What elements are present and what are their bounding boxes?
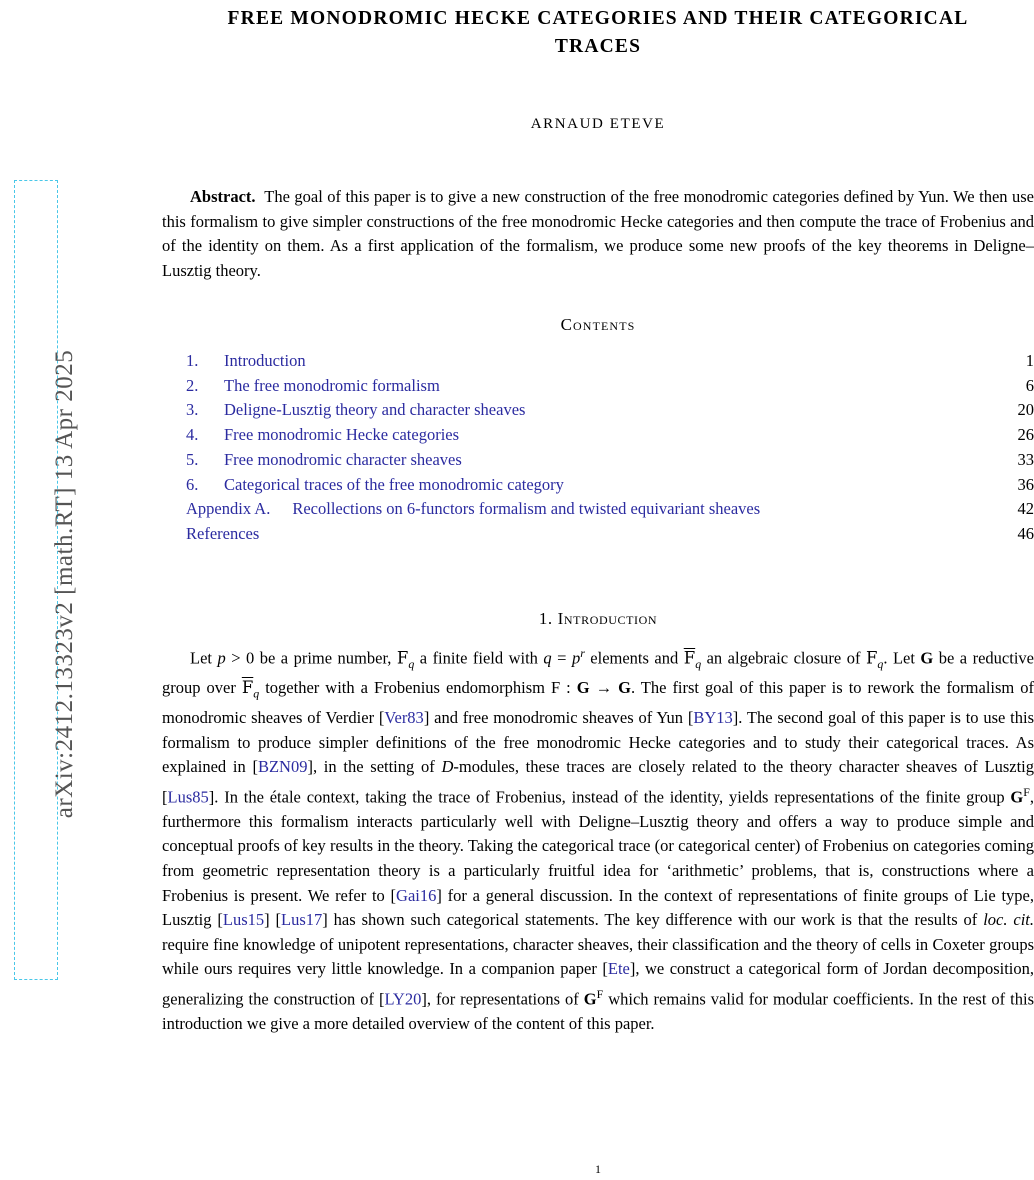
toc-label[interactable]: Recollections on 6-functors formalism and twisted equivariant sheaves [292,499,761,519]
abstract [162,185,1034,283]
paper-page [162,0,1034,1180]
toc-page: 26 [1017,425,1034,445]
intro-text-u: which remains valid for modular coefficients. In the rest of this introduction we give a more detailed overview of the content of this paper. [162,989,1034,1034]
toc-page: 1 [1025,351,1034,370]
toc-label[interactable]: Introduction [224,351,306,370]
intro-text-p: has shown such categorical statements. The key difference with our work is that the results of [327,910,984,930]
toc-number: 2. [186,375,199,395]
arxiv-stamp-text: arXiv:2412.13323v2 [math.RT] 13 Apr 2025 [51,349,78,819]
contents-heading: Contents [560,315,636,334]
toc-entry[interactable] [162,473,1034,498]
section-number: 1. [538,608,553,628]
toc-number: 1. [186,351,199,370]
toc-label[interactable]: The free monodromic formalism [224,375,440,395]
intro-text-h: . The first goal of this paper is to rework the formalism of monodromic sheaves of Verdier [162,678,1034,727]
citation-by13[interactable]: BY13 [693,707,733,727]
introduction-paragraph: Let p > 0 be a prime number, $F_q$ a finite field with $q = p^r$ elements and $\overline{F}_q$ an algebraic closure of $F_q$. Let G be a reductive group over $\overline{F}_q$ together with a Frobenius endomorphism F : G → G. The first goal of this paper is to rework the formalism of monodromic sheaves of Verdier [Ver83] and free monodromic sheaves of Yun [BY13]. The second goal of this paper is to use this formalism to produce simpler definitions of the free monodromic Hecke categories and to study their categorical traces. As explained in [BZN09], in the setting of D-modules, these traces are closely related to the theory character sheaves of Lusztig [Lus85]. In the étale context, taking the trace of Frobenius, instead of the identity, yields representations of the finite group $G^F$, furthermore this formalism interacts particularly well with Deligne–Lusztig theory and offers a way to produce simple and conceptual proofs of key results in the theory. Taking the categorical trace (or categorical center) of Frobenius on categories coming from geometric representation theory is a particularly fruitful idea for ‘arithmetic’ problems, that is, constructions where a Frobenius is present. We refer to [Gai16] for a general discussion. In the context of representations of finite groups of Lie type, Lusztig [Lus15] [Lus17] has shown such categorical statements. The key difference with our work is that the results of loc. cit. require fine knowledge of unipotent representations, character sheaves, their classification and the theory of cells in Coxeter groups while ours requires very little knowledge. In a companion paper [Ete], we construct a categorical form of Jordan decomposition, generalizing the construction of [LY20], for representations of $G^F$ which remains valid for modular coefficients. In the rest of this introduction we give a more detailed overview of the content of this paper. [162,645,1034,1034]
toc-number[interactable]: Appendix A. [186,499,271,519]
citation-lus15[interactable]: Lus15 [222,910,265,930]
citation-ly20[interactable]: LY20 [384,989,422,1009]
toc-entry[interactable] [162,349,1034,374]
intro-text-l: -modules, these traces are closely related to the theory character sheaves of Lusztig [453,757,1034,777]
intro-text-k: , in the setting of [312,757,442,777]
toc-page: 6 [1025,375,1034,395]
citation-bzn09[interactable]: BZN09 [257,757,308,777]
page-title [162,5,1034,61]
toc-page: 20 [1017,400,1034,420]
intro-text-t: , for representations of [426,989,584,1009]
toc-label[interactable]: Categorical traces of the free monodromic category [224,474,564,494]
toc-number: 3. [186,400,199,420]
abstract-label: Abstract. [190,187,256,206]
author-name: ARNAUD ETEVE [530,116,666,132]
toc-page: 46 [1017,523,1034,543]
citation-gai16[interactable]: Gai16 [396,885,437,905]
intro-text-d: an algebraic closure of [701,648,866,668]
toc-entry[interactable] [162,374,1034,399]
title-line-2: TRACES [554,36,642,57]
intro-text-e: . Let [883,648,921,668]
intro-text-j: . The second goal of this paper is to use this formalism to produce simpler definitions of the free monodromic Hecke categories and to study their categorical traces. As explained in [162,707,1034,777]
intro-text-c: elements and [584,648,684,668]
toc-entry[interactable] [162,448,1034,473]
citation-lus85[interactable]: Lus85 [167,787,209,807]
abstract-text: The goal of this paper is to give a new construction of the free monodromic categories defined by Yun. We then use this formalism to give simpler constructions of the free monodromic Hecke categories and then compute the trace of Frobenius and of the identity on them. As a first application of the formalism, we produce some new proofs of the key theorems in Deligne–Lusztig theory. [162,187,1034,280]
intro-text-o: for a general discussion. In the context of representations of finite groups of Lie type, Lusztig [162,885,1034,930]
toc-label[interactable]: Free monodromic Hecke categories [224,425,460,445]
toc-number[interactable]: References [186,523,260,543]
table-of-contents [162,349,1034,547]
toc-number: 4. [186,425,199,445]
section-title: Introduction [557,608,658,628]
intro-text-f: be a reductive group over [162,648,1034,698]
page-number: 1 [595,1162,601,1176]
toc-entry-appendix[interactable] [162,497,1034,522]
toc-number: 5. [186,449,199,469]
intro-text-g: together with a Frobenius endomorphism [259,678,551,698]
toc-entry[interactable] [162,423,1034,448]
toc-page: 36 [1017,474,1034,494]
intro-text-b: a finite field with [414,648,544,668]
intro-text-m: . In the étale context, taking the trace of Frobenius, instead of the identity, yields representations of the finite group [214,787,1011,807]
toc-page: 42 [1017,499,1034,519]
intro-text-i: and free monodromic sheaves of Yun [429,707,688,727]
toc-page: 33 [1017,449,1034,469]
intro-text-s: , we construct a categorical form of Jordan decomposition, generalizing the construction of [162,959,1034,1009]
intro-text-a: Let [190,648,218,668]
toc-number: 6. [186,474,199,494]
loc-cit: loc. cit. [983,910,1034,930]
toc-entry-references[interactable] [162,522,1034,547]
toc-label[interactable]: Deligne-Lusztig theory and character sheaves [224,400,526,420]
toc-entry[interactable] [162,398,1034,423]
intro-text-n: , furthermore this formalism interacts particularly well with Deligne–Lusztig theory and offers a way to produce simple and conceptual proofs of key results in the theory. Taking the categorical trace (or categorical center) of Frobenius on categories coming from geometric representation theory is a particularly fruitful idea for ‘arithmetic’ problems, that is, constructions where a Frobenius is present. We refer to [162,787,1034,905]
title-line-1: FREE MONODROMIC HECKE CATEGORIES AND THEIR CATEGORICAL [227,8,969,29]
citation-ete[interactable]: Ete [607,959,630,979]
toc-label[interactable]: Free monodromic character sheaves [224,449,462,469]
citation-lus17[interactable]: Lus17 [281,910,323,930]
arxiv-stamp [0,180,78,980]
intro-text-r: require fine knowledge of unipotent representations, character sheaves, their classification and the theory of cells in Coxeter groups while ours requires very little knowledge. In a companion paper [162,934,1034,979]
citation-ver83[interactable]: Ver83 [384,707,424,727]
section-heading [162,609,1034,629]
